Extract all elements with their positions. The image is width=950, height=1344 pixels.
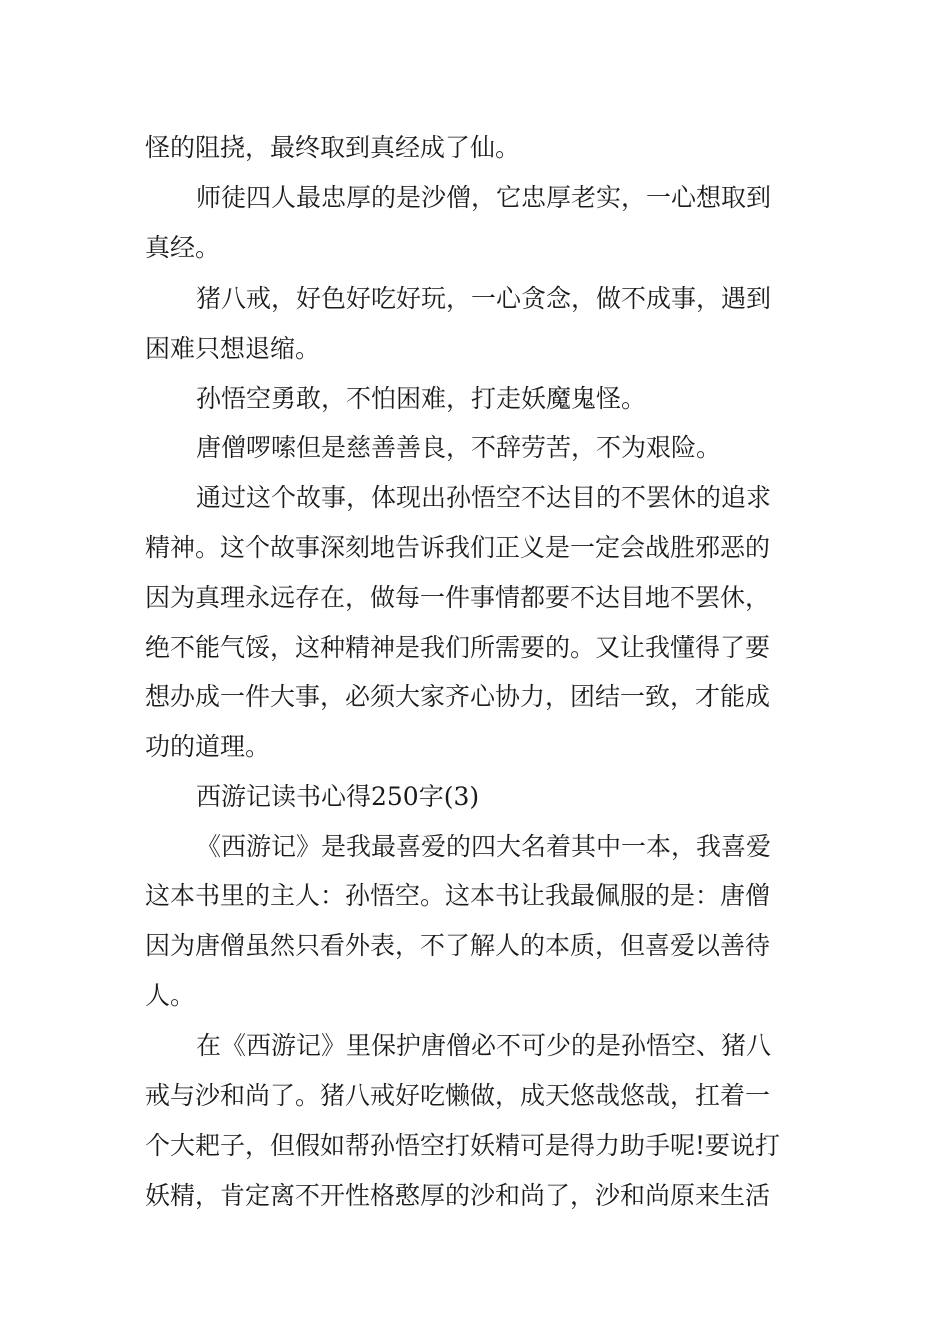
text-line: 戒与沙和尚了。猪八戒好吃懒做，成天悠哉悠哉，扛着一 xyxy=(145,1081,771,1110)
text-line: 唐僧啰嗦但是慈善善良，不辞劳苦，不为艰险。 xyxy=(196,433,722,462)
text-line: 困难只想退缩。 xyxy=(145,334,321,363)
text-line: 妖精，肯定离不开性格憨厚的沙和尚了，沙和尚原来生活 xyxy=(145,1181,771,1210)
text-line: 猪八戒，好色好吃好玩，一心贪念，做不成事，遇到 xyxy=(196,284,772,313)
text-line: 通过这个故事，体现出孙悟空不达目的不罢休的追求 xyxy=(196,483,772,512)
text-line: 怪的阻挠，最终取到真经成了仙。 xyxy=(145,133,521,162)
text-line: 师徒四人最忠厚的是沙僧，它忠厚老实，一心想取到 xyxy=(196,183,772,212)
text-line: 人。 xyxy=(145,981,196,1010)
section-heading: 西游记读书心得250字(3) xyxy=(196,782,480,811)
text-line: 这本书里的主人：孙悟空。这本书让我最佩服的是：唐僧 xyxy=(145,881,771,910)
text-line: 《西游记》是我最喜爱的四大名着其中一本，我喜爱 xyxy=(196,832,772,861)
text-line: 精神。这个故事深刻地告诉我们正义是一定会战胜邪恶的 xyxy=(145,533,771,562)
text-line: 在《西游记》里保护唐僧必不可少的是孙悟空、猪八 xyxy=(196,1031,772,1060)
text-line: 孙悟空勇敢，不怕困难，打走妖魔鬼怪。 xyxy=(196,384,647,413)
text-line: 因为真理永远存在，做每一件事情都要不达目地不罢休， xyxy=(145,583,771,612)
text-line: 真经。 xyxy=(145,233,221,262)
text-line: 个大耙子，但假如帮孙悟空打妖精可是得力助手呢!要说打 xyxy=(145,1131,781,1160)
text-line: 因为唐僧虽然只看外表，不了解人的本质，但喜爱以善待 xyxy=(145,931,771,960)
text-line: 绝不能气馁，这种精神是我们所需要的。又让我懂得了要 xyxy=(145,633,771,662)
text-line: 想办成一件大事，必须大家齐心协力，团结一致，才能成 xyxy=(145,682,771,711)
text-line: 功的道理。 xyxy=(145,732,271,761)
